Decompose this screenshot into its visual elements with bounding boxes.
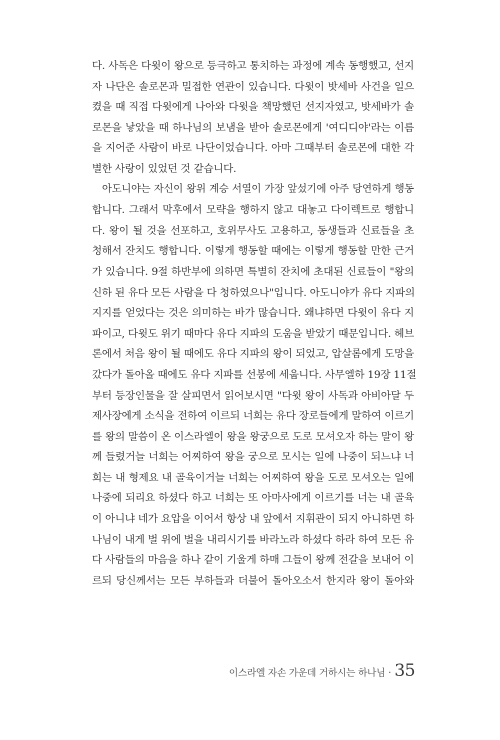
text-line: 나중에 되리요 하셨다 하고 너희는 또 아마사에게 이르기를 너는 내 골육	[92, 492, 414, 505]
text-line: 청해서 잔치도 행합니다. 이렇게 행동할 때에는 이렇게 행동할 만한 근거	[92, 245, 414, 258]
running-title: 이스라엘 자손 가운데 거하시는 하나님	[228, 668, 386, 679]
text-line: 아도니야는 자신이 왕위 계승 서열이 가장 앞섰기에 아주 당연하게 행동	[102, 183, 414, 195]
text-line: 론에서 처음 왕이 될 때에도 유다 지파의 왕이 되었고, 압살롬에게 도망을	[92, 348, 414, 361]
text-line: 이 아니냐 네가 요압을 이어서 항상 내 앞에서 지휘관이 되지 아니하면 하	[92, 513, 414, 526]
text-line: 부터 등장인물을 잘 살피면서 읽어보시면 "다윗 왕이 사독과 아비아달 두	[92, 389, 414, 402]
text-line: 희는 내 형제요 내 골육이거늘 너희는 어찌하여 왕을 도로 모셔오는 일에	[92, 471, 414, 484]
text-line: 가 있습니다. 9절 하반부에 의하면 특별히 잔치에 초대된 신료들이 "왕의	[92, 265, 414, 278]
text-line: 을 지어준 사람이 바로 나단이었습니다. 아마 그때부터 솔로몬에 대한 각	[92, 142, 414, 155]
page-footer	[229, 661, 415, 683]
text-line: 합니다. 그래서 막후에서 모략을 행하지 않고 대놓고 다이렉트로 행합니	[92, 204, 414, 217]
text-line: 지지를 얻었다는 것은 의미하는 바가 많습니다. 왜냐하면 다윗이 유다 지	[92, 307, 414, 320]
text-line: 를 왕의 말씀이 온 이스라엘이 왕을 왕궁으로 도로 모셔오자 하는 말이 왕	[92, 430, 414, 443]
text-line: 파이고, 다윗도 위기 때마다 유다 지파의 도움을 받았기 때문입니다. 헤브	[92, 327, 414, 340]
text-line: 켰을 때 직접 다윗에게 나아와 다윗을 책망했던 선지자였고, 밧세바가 솔	[92, 101, 414, 114]
text-line: 제사장에게 소식을 전하여 이르되 너희는 유다 장로들에게 말하여 이르기	[92, 410, 414, 423]
text-line: 별한 사랑이 있었던 것 같습니다.	[92, 162, 237, 175]
page-number: 35	[394, 661, 415, 681]
footer-separator: ·	[388, 668, 392, 679]
text-line: 자 나단은 솔로몬과 밀접한 연관이 있습니다. 다윗이 밧세바 사건을 일으	[92, 80, 414, 93]
text-line: 르되 당신께서는 모든 부하들과 더불어 돌아오소서 한지라 왕이 돌아와	[92, 574, 414, 587]
text-line: 다. 사독은 다윗이 왕으로 등극하고 통치하는 과정에 계속 동행했고, 선지	[92, 60, 414, 72]
text-line: 신하 된 유다 모든 사람을 다 청하였으나"입니다. 아도니야가 유다 지파의	[92, 286, 415, 299]
text-line: 갔다가 돌아올 때에도 유다 지파를 선봉에 세웁니다. 사무엘하 19장 11절	[92, 368, 417, 381]
text-line: 로몬을 낳았을 때 하나님의 보냄을 받아 솔로몬에게 '여디디야'라는 이름	[92, 121, 414, 134]
text-line: 나님이 내게 벌 위에 벌을 내리시기를 바라노라 하셨다 하라 하여 모든 유	[92, 533, 414, 546]
text-line: 다 사람들의 마음을 하나 같이 기울게 하매 그들이 왕께 전갈을 보내어 이	[92, 554, 414, 567]
text-line: 께 들렸거늘 너희는 어찌하여 왕을 궁으로 모시는 일에 나중이 되느냐 너	[92, 451, 414, 464]
body-text	[92, 56, 417, 591]
text-line: 다. 왕이 될 것을 선포하고, 호위무사도 고용하고, 동생들과 신료들을 초	[92, 224, 414, 237]
